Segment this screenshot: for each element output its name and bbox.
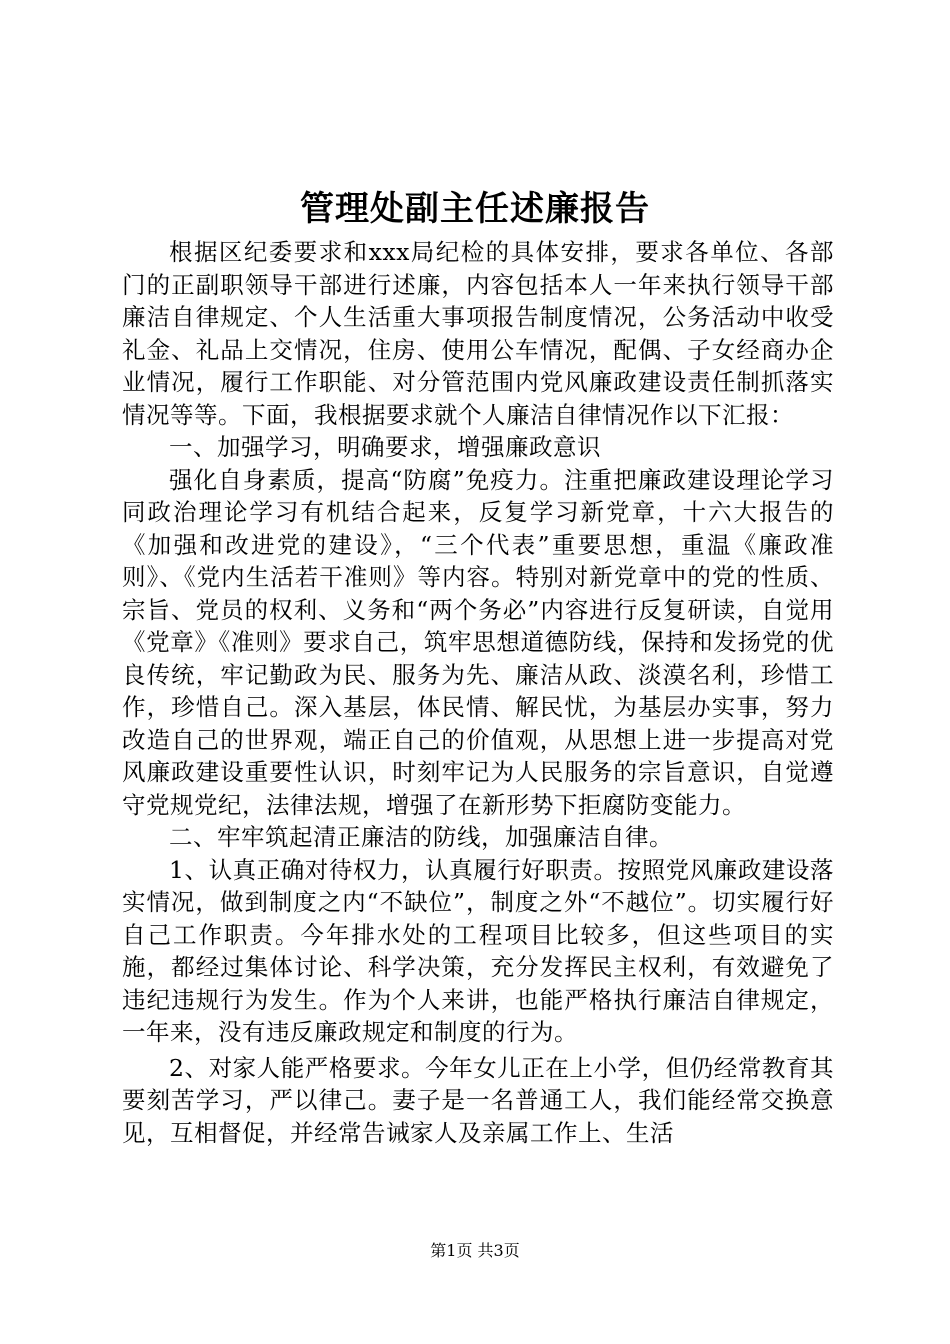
section-heading-2: 二、牢牢筑起清正廉洁的防线，加强廉洁自律。 — [169, 823, 673, 851]
section-heading-1: 一、加强学习，明确要求，增强廉政意识 — [169, 433, 601, 461]
paragraph-item-1: 1、认真正确对待权力，认真履行好职责。按照党风廉政建设落实情况，做到制度之内“不缺位”，制度之外“不越位”。切实履行好自己工作职责。今年排水处的工程项目比较多，但这些项目的实施，都经过集体讨论、科学决策，充分发挥民主权利，有效避免了违纪违规行为发生。作为个人来讲，也能严格执行廉洁自律规定，一年来，没有违反廉政规定和制度的行为。 — [122, 855, 834, 1046]
paragraph-section-1: 强化自身素质，提高“防腐”免疫力。注重把廉政建设理论学习同政治理论学习有机结合起来，反复学习新党章，十六大报告的《加强和改进党的建设》，“三个代表”重要思想，重温《廉政准则》、《党内生活若干准则》等内容。特别对新党章中的党的性质、宗旨、党员的权利、义务和“两个务必”内容进行反复研读，自觉用《党章》《准则》要求自己，筑牢思想道德防线，保持和发扬党的优良传统，牢记勤政为民、服务为先、廉洁从政、淡漠名利，珍惜工作，珍惜自己。深入基层，体民情、解民忧，为基层办实事，努力改造自己的世界观，端正自己的价值观，从思想上进一步提高对党风廉政建设重要性认识，时刻牢记为人民服务的宗旨意识，自觉遵守党规党纪，法律法规，增强了在新形势下拒腐防变能力。 — [122, 465, 834, 819]
document-body — [122, 236, 834, 1149]
document-title: 管理处副主任述廉报告 — [300, 189, 650, 229]
page-footer: 第1页 共3页 — [430, 1241, 520, 1260]
paragraph-intro: 根据区纪委要求和xxx局纪检的具体安排，要求各单位、各部门的正副职领导干部进行述廉，内容包括本人一年来执行领导干部廉洁自律规定、个人生活重大事项报告制度情况，公务活动中收受礼金、礼品上交情况，住房、使用公车情况，配偶、子女经商办企业情况，履行工作职能、对分管范围内党风廉政建设责任制抓落实情况等等。下面，我根据要求就个人廉洁自律情况作以下汇报： — [122, 238, 834, 429]
paragraph-item-2: 2、对家人能严格要求。今年女儿正在上小学，但仍经常教育其要刻苦学习，严以律己。妻子是一名普通工人，我们能经常交换意见，互相督促，并经常告诫家人及亲属工作上、生活 — [122, 1053, 834, 1147]
